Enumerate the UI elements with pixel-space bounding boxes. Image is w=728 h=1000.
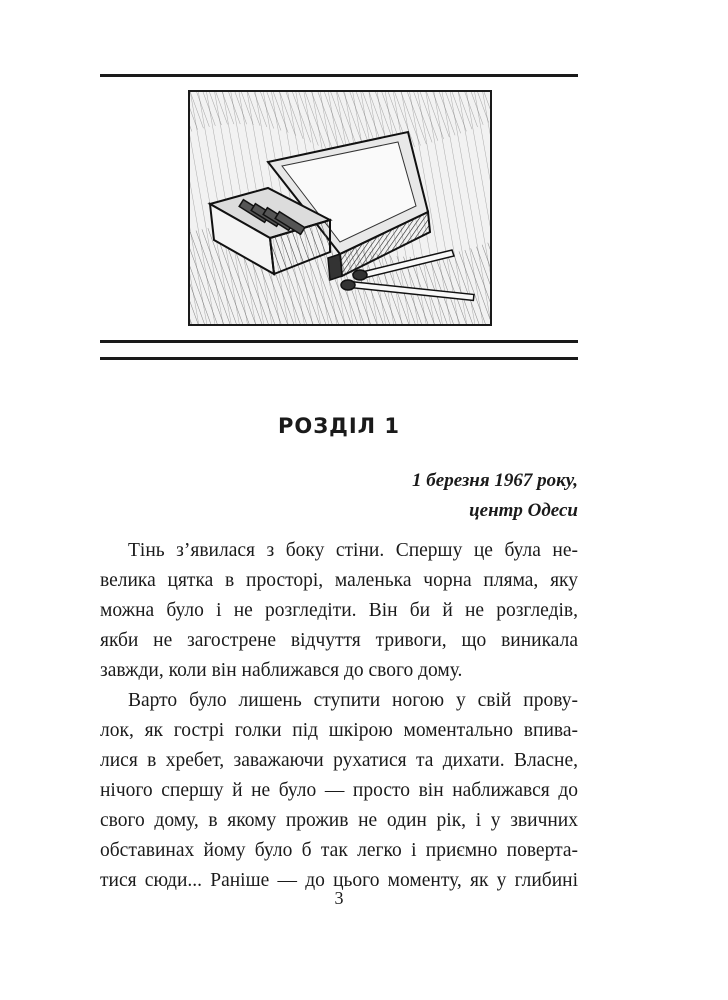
paragraph-line: тися сюди... Раніше — до цього моменту, як у глибині [100, 870, 578, 891]
dateline [412, 466, 578, 526]
top-rule [100, 74, 578, 77]
matchbox-illustration-icon [188, 90, 492, 326]
dateline-date: 1 березня 1967 року, [412, 470, 578, 491]
chapter-title: РОЗДІЛ 1 [277, 414, 401, 438]
middle-rule [100, 340, 578, 343]
page-number: 3 [334, 888, 344, 908]
paragraph-line: велика цятка в просторі, маленька чорна пляма, яку [100, 570, 578, 591]
bottom-rule [100, 357, 578, 360]
paragraph-line: нічого спершу й не було — просто він наближався до [100, 780, 578, 801]
paragraph-line: можна було і не розгледіти. Він би й не розгледів, [100, 600, 578, 621]
paragraph-line: свого дому, в якому прожив не один рік, і у звичних [100, 810, 578, 831]
paragraph-line: якби не загострене відчуття тривоги, що виникала [100, 630, 578, 651]
paragraph-line: лися в хребет, заважаючи рухатися та дихати. Власне, [100, 750, 578, 771]
paragraph-line: лок, як гострі голки під шкірою моментально впива- [100, 720, 578, 741]
paragraph-line: Тінь з’явилася з боку стіни. Спершу це була не- [128, 540, 578, 561]
dateline-place: центр Одеси [469, 500, 578, 521]
body-text [100, 536, 578, 896]
paragraph-line: Варто було лишень ступити ногою у свій прову- [128, 690, 578, 711]
paragraph-line: обставинах йому було б так легко і приємно поверта- [100, 840, 578, 861]
paragraph-line: завжди, коли він наближався до свого дому. [100, 660, 463, 681]
